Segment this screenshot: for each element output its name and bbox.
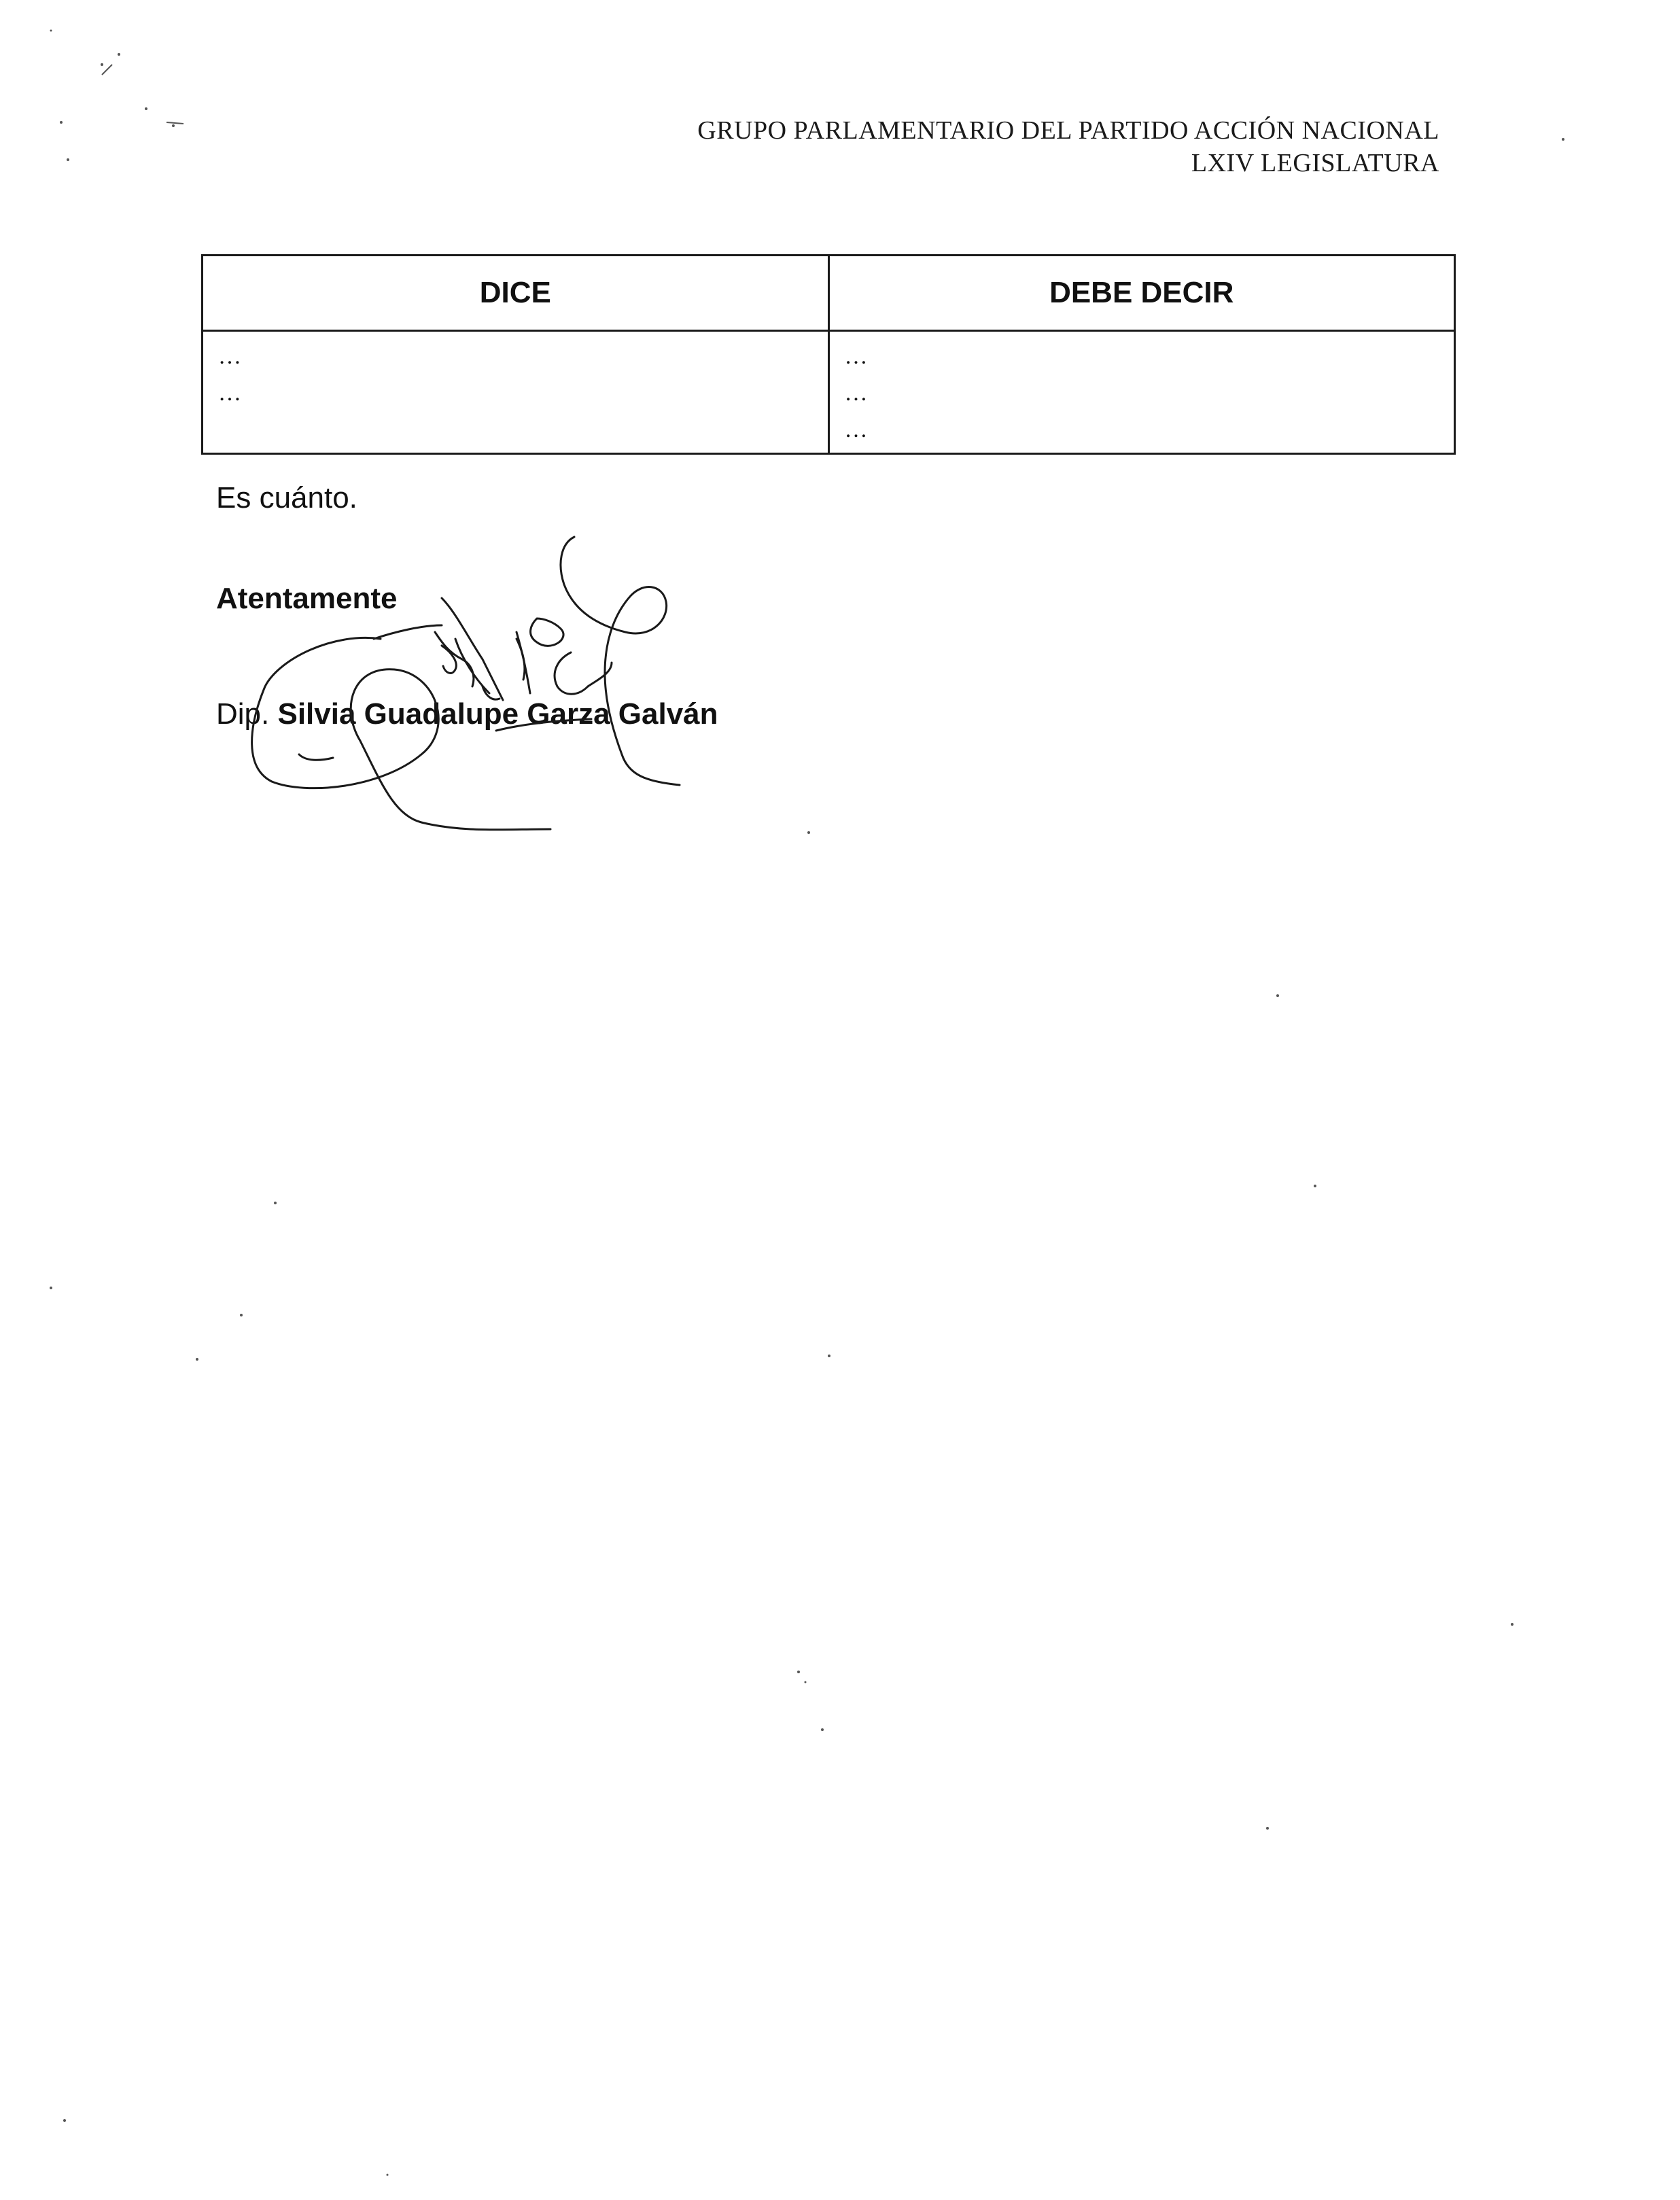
dice-cell: [203, 331, 829, 454]
column-header-debe-decir: DEBE DECIR: [828, 256, 1455, 331]
dice-line: …: [218, 344, 241, 369]
signer-name: Silvia Guadalupe Garza Galván: [277, 697, 718, 731]
debe-decir-line: …: [844, 344, 868, 369]
header-legislature: LXIV LEGISLATURA: [1191, 149, 1439, 177]
debe-decir-cell: [828, 331, 1455, 454]
header-group-name: GRUPO PARLAMENTARIO DEL PARTIDO ACCIÓN NACIONAL: [697, 116, 1439, 145]
debe-decir-line: …: [844, 381, 868, 406]
debe-decir-line: …: [844, 417, 868, 442]
document-header: [697, 114, 1439, 179]
table-row: [203, 331, 1455, 454]
regards-text: Atentamente: [216, 582, 398, 615]
dice-line: …: [218, 381, 241, 406]
correction-table: [201, 254, 1456, 455]
handwritten-signature: [217, 523, 707, 850]
signer-line: [216, 697, 718, 731]
table-header-row: [203, 256, 1455, 331]
column-header-dice: DICE: [203, 256, 829, 331]
closing-text: Es cuánto.: [216, 481, 357, 514]
signer-prefix: Dip.: [216, 697, 270, 731]
